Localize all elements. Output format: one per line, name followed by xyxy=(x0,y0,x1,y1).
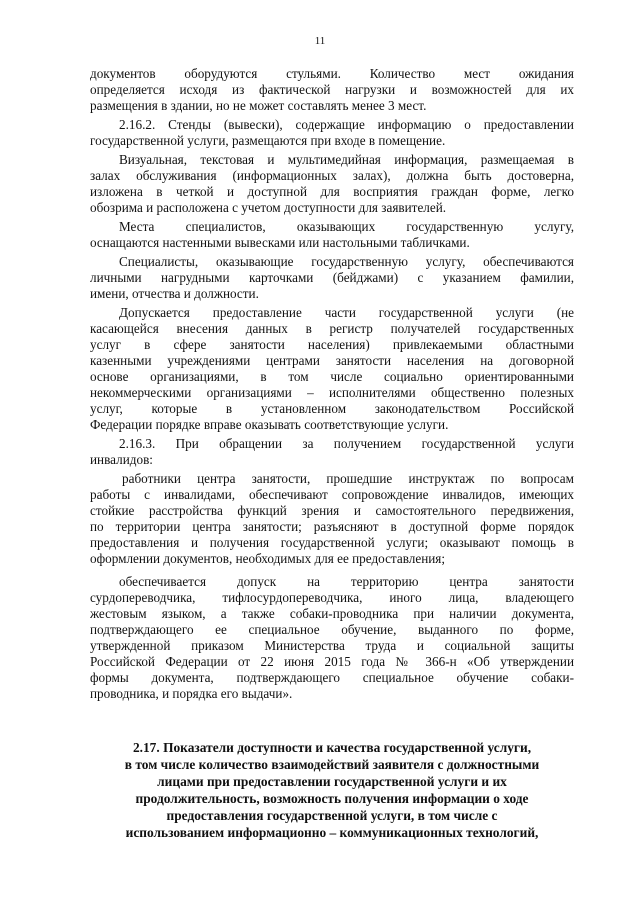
heading-line: 2.17. Показатели доступности и качества государственной услуги, xyxy=(132,740,532,755)
heading-line: продолжительность, возможность получения информации о ходе xyxy=(135,791,529,806)
text-line: проводника, и порядка его выдачи». xyxy=(90,686,293,701)
text-line: 2.16.3. При обращении за получением государственной услуги xyxy=(119,436,574,451)
heading-line: лицами при предоставлении государственной услуги и их xyxy=(157,774,507,789)
text-line: подтверждающего ее специальное обучение, выданного по форме, xyxy=(90,622,574,637)
text-line: обозрима и расположена с учетом доступности для заявителей. xyxy=(90,200,447,215)
heading-line: использованием информационно – коммуникационных технологий, xyxy=(125,825,539,840)
text-line: Места специалистов, оказывающих государственную услугу, xyxy=(119,219,574,234)
text-line: Визуальная, текстовая и мультимедийная информация, размещаемая в xyxy=(119,152,574,167)
text-line: предоставления и получения государственной услуги; оказывают помощь в xyxy=(90,535,574,550)
text-line: размещения в здании, но не может составлять менее 3 мест. xyxy=(90,98,427,113)
text-line: жестовым языком, а также собаки-проводника при наличии документа, xyxy=(90,606,574,621)
text-line: Специалисты, оказывающие государственную услугу, обеспечиваются xyxy=(119,254,574,269)
text-line: оформлении документов, необходимых для ее предоставления; xyxy=(90,551,446,566)
text-line: имени, отчества и должности. xyxy=(90,286,259,301)
text-line: по территории центра занятости; разъясняют в доступной форме порядок xyxy=(90,519,574,534)
text-line: услуг, которые в установленном законодательством Российской xyxy=(90,401,574,416)
text-line: Российской Федерации от 22 июня 2015 года № 366-н «Об утверждении xyxy=(90,654,574,669)
text-line: Федерации порядке вправе оказывать соответствующие услуги. xyxy=(90,417,449,432)
text-line: сурдопереводчика, тифлосурдопереводчика, иного лица, владеющего xyxy=(90,590,574,605)
text-line: касающейся внесения данных в регистр получателей государственных xyxy=(90,321,574,336)
text-line: основе организациями, в том числе социально ориентированными xyxy=(90,369,574,384)
text-line: некоммерческими организациями – исполнителями общественно полезных xyxy=(90,385,574,400)
text-line: работники центра занятости, прошедшие инструктаж по вопросам xyxy=(122,471,574,486)
text-line: утвержденной приказом Министерства труда и социальной защиты xyxy=(90,638,574,653)
text-line: государственной услуги, размещаются при входе в помещение. xyxy=(90,133,446,148)
text-line: Допускается предоставление части государственной услуги (не xyxy=(119,305,574,320)
text-line: стойкие расстройства функций зрения и самостоятельного передвижения, xyxy=(90,503,574,518)
text-line: залах обслуживания (информационных залах), должна быть достоверна, xyxy=(90,168,574,183)
text-line: услуг в сфере занятости населения) привлекаемыми областными xyxy=(90,337,574,352)
text-line: определяется исходя из фактической нагрузки и возможностей для их xyxy=(90,82,574,97)
text-line: обеспечивается допуск на территорию центра занятости xyxy=(119,574,574,589)
page-number: 11 xyxy=(314,35,326,47)
text-line: 2.16.2. Стенды (вывески), содержащие информацию о предоставлении xyxy=(119,117,574,132)
text-line: оснащаются настенными вывесками или настольными табличками. xyxy=(90,235,470,250)
text-line: документов оборудуются стульями. Количество мест ожидания xyxy=(90,66,574,81)
text-line: казенными учреждениями центрами занятости населения на договорной xyxy=(90,353,574,368)
text-line: формы документа, подтверждающего специальное обучение собаки- xyxy=(90,670,574,685)
text-line: изложена в четкой и доступной для восприятия граждан форме, легко xyxy=(90,184,574,199)
heading-line: предоставления государственной услуги, в том числе с xyxy=(166,808,498,823)
heading-line: в том числе количество взаимодействий заявителя с должностными xyxy=(124,757,540,772)
text-line: работы с инвалидами, обеспечивают сопровождение инвалидов, имеющих xyxy=(90,487,574,502)
text-line: инвалидов: xyxy=(90,452,153,467)
text-line: личными нагрудными карточками (бейджами) с указанием фамилии, xyxy=(90,270,574,285)
